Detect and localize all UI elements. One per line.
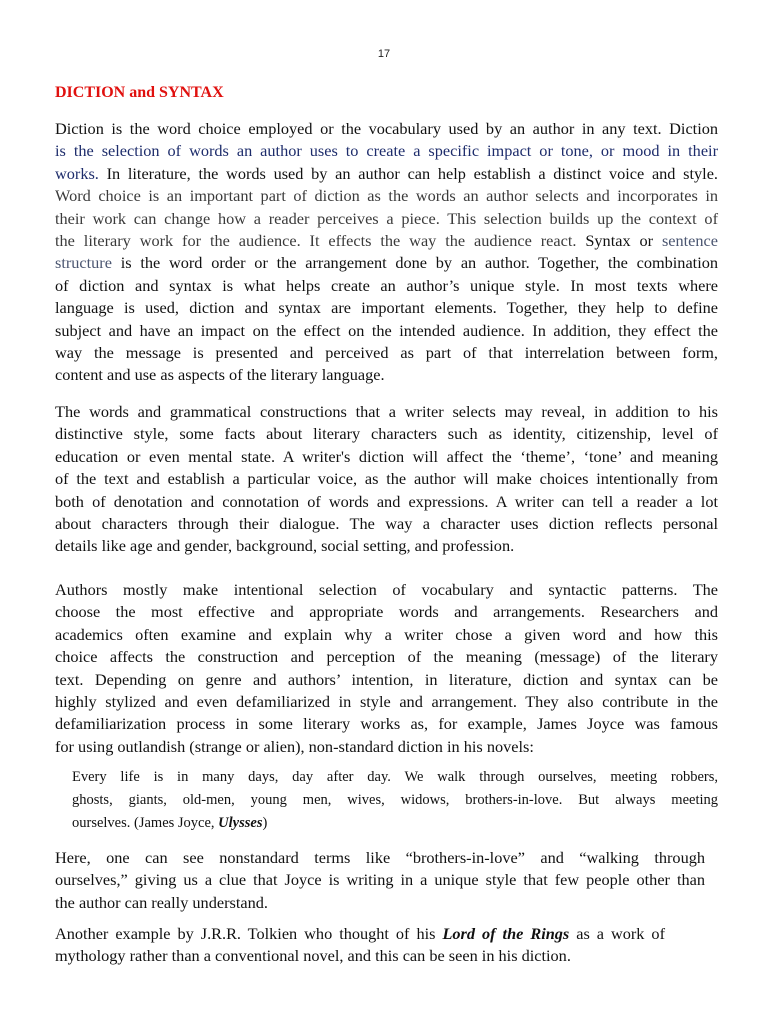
text-segment: is the word order or the arrangement done by an author. Together, the combination — [111, 253, 718, 273]
text-segment: their work can change how a reader perceives a piece. This selection builds up the context of — [55, 208, 718, 228]
text-line — [55, 163, 718, 185]
text-line: ourselves,” giving us a clue that Joyce is writing in a unique style that few people other than — [55, 870, 705, 890]
paragraph-tolkien — [55, 923, 665, 968]
text-line: distinctive style, some facts about literary characters such as identity, citizenship, level of — [55, 424, 718, 444]
text-line — [55, 185, 718, 207]
text-line — [55, 208, 718, 230]
quote-line — [72, 812, 718, 835]
text-line: The words and grammatical constructions that a writer selects may reveal, in addition to his — [55, 402, 718, 421]
paragraph-grammatical-constructions — [55, 401, 718, 558]
text-segment: the literary work for the audience. It effects the way the audience react. — [55, 230, 586, 250]
quote-source-title: Ulysses — [218, 815, 263, 831]
text-segment: Syntax or — [585, 230, 662, 250]
text-line — [55, 140, 718, 162]
text-segment: works. — [55, 163, 99, 183]
paragraph-intentional-selection — [55, 579, 718, 758]
text-segment: In literature, the words used by an author can help establish a distinct voice and style. — [98, 163, 718, 183]
text-line: both of denotation and connotation of words and expressions. A writer can tell a reader a lot — [55, 491, 718, 511]
text-line — [55, 923, 665, 945]
text-line: Here, one can see nonstandard terms like “brothers-in-love” and “walking through — [55, 848, 705, 867]
text-line: details like age and gender, background, social setting, and profession. — [55, 536, 515, 556]
text-line — [55, 297, 718, 319]
text-line — [55, 252, 718, 274]
text-line: for using outlandish (strange or alien), non-standard diction in his novels: — [55, 736, 534, 756]
text-line — [55, 320, 718, 342]
text-line: defamiliarization process in some literary works as, for example, James Joyce was famous — [55, 714, 718, 734]
text-line — [55, 118, 718, 140]
text-segment: structure — [55, 253, 112, 273]
text-line — [55, 275, 718, 297]
text-segment: Word choice is an important part of diction as the words an author selects and incorporates in — [55, 186, 718, 206]
text-line — [55, 342, 718, 364]
text-line: Authors mostly make intentional selection of vocabulary and syntactic patterns. The — [55, 580, 718, 599]
text-line: choice affects the construction and perception of the meaning (message) of the literary — [55, 647, 718, 667]
paragraph-joyce-analysis — [55, 847, 705, 914]
text: as a work of — [569, 924, 665, 943]
text-line: about characters through their dialogue. The way a character uses diction reflects personal — [55, 513, 718, 533]
quote-text: ourselves. (James Joyce, — [72, 815, 219, 831]
text-segment: of diction and syntax is what helps create an author’s unique style. In most texts where — [55, 275, 718, 295]
text-line: the author can really understand. — [55, 892, 268, 912]
book-title: Lord of the Rings — [442, 924, 570, 943]
text: Another example by J.R.R. Tolkien who thought of his — [55, 924, 443, 943]
text-line — [55, 364, 718, 386]
text-line: mythology rather than a conventional novel, and this can be seen in his diction. — [55, 946, 571, 966]
quote-line: ghosts, giants, old-men, young men, wives, widows, brothers-in-love. But always meeting — [72, 792, 718, 808]
quote-line: Every life is in many days, day after day. We walk through ourselves, meeting robbers, — [72, 769, 718, 785]
block-quote — [72, 766, 718, 835]
text-line: education or even mental state. A writer's diction will affect the ‘theme’, ‘tone’ and meaning — [55, 446, 718, 466]
text-segment: content and use as aspects of the literary language. — [55, 365, 385, 385]
text-segment: subject and have an impact on the effect on the intended audience. In addition, they effect the — [55, 320, 718, 340]
text-line: text. Depending on genre and authors’ intention, in literature, diction and syntax can be — [55, 669, 718, 689]
text-line: highly stylized and even defamiliarized in style and arrangement. They also contribute in the — [55, 691, 718, 711]
page-number: 17 — [377, 48, 391, 60]
text-segment: sentence — [661, 230, 718, 250]
section-heading: DICTION and SYNTAX — [55, 84, 224, 101]
text-line: choose the most effective and appropriate words and arrangements. Researchers and — [55, 602, 718, 622]
quote-text: ) — [262, 815, 268, 831]
paragraph-diction-definition — [55, 118, 718, 387]
text-line — [55, 230, 718, 252]
text-line: of the text and establish a particular voice, as the author will make choices intentionally from — [55, 469, 718, 489]
text-segment: Diction is the word choice employed or the vocabulary used by an author in any text. Diction — [55, 119, 718, 138]
text-segment: way the message is presented and perceived as part of that interrelation between form, — [55, 342, 718, 362]
text-line: academics often examine and explain why a writer chose a given word and how this — [55, 624, 718, 644]
text-segment: language is used, diction and syntax are important elements. Together, they help to define — [55, 298, 718, 318]
text-segment: is the selection of words an author uses to create a specific impact or tone, or mood in their — [55, 141, 718, 161]
